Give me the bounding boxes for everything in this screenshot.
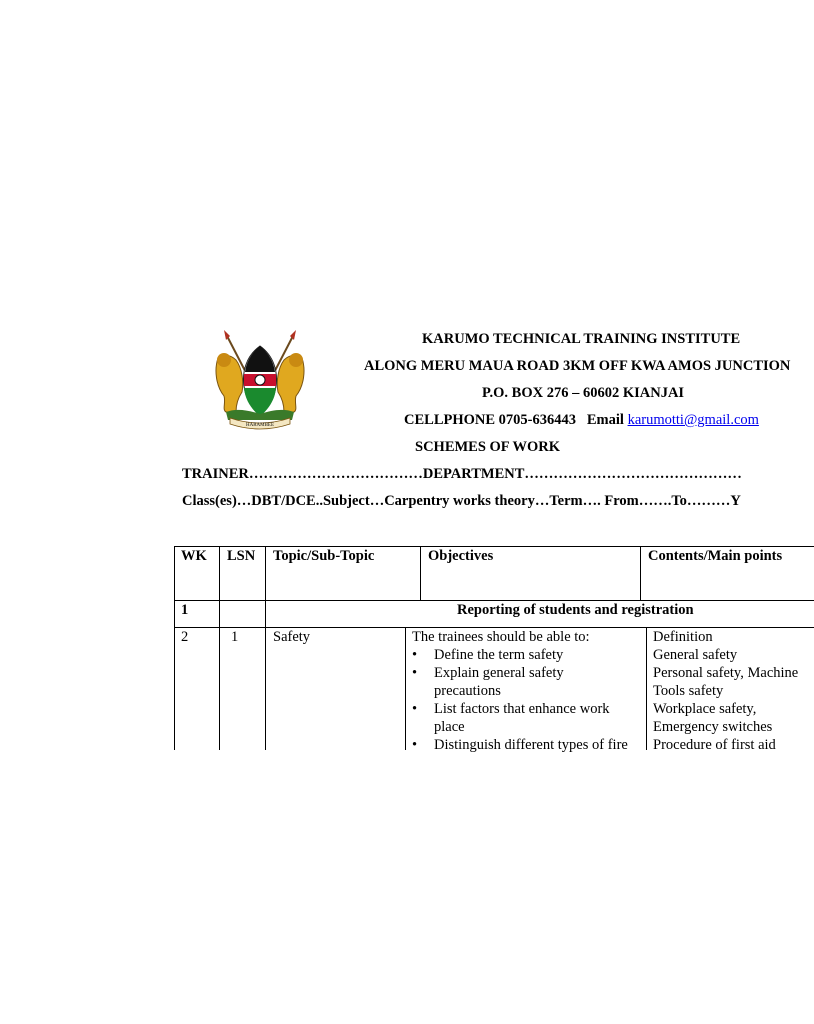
objective-item-continuation: precautions	[434, 683, 501, 699]
header-wk: WK	[181, 548, 207, 564]
col-divider-wk	[219, 546, 220, 750]
row2-objectives-intro: The trainees should be able to:	[412, 629, 590, 645]
row1-wk: 1	[181, 602, 189, 618]
row2-topic: Safety	[273, 629, 311, 645]
bullet-icon: •	[412, 665, 418, 681]
row1-reporting-text: Reporting of students and registration	[457, 602, 694, 618]
objective-item: • Distinguish different types of fire	[412, 737, 628, 753]
content-item: Definition	[653, 629, 713, 645]
contact-line	[404, 412, 759, 429]
class-subject-line: Class(es)…DBT/DCE..Subject…Carpentry works theory…Term…. From…….To………Y	[182, 493, 741, 509]
header-contents: Contents/Main points	[648, 548, 783, 564]
objective-item: • Define the term safety	[412, 647, 564, 663]
header-objectives: Objectives	[428, 548, 494, 564]
objectives-list	[406, 646, 628, 754]
logo-motto: HARAMBEE	[245, 423, 275, 428]
institute-name: KARUMO TECHNICAL TRAINING INSTITUTE	[422, 331, 741, 347]
contents-list	[653, 628, 798, 754]
institute-address: ALONG MERU MAUA ROAD 3KM OFF KWA AMOS JUNCTION	[364, 358, 791, 374]
content-item: Emergency switches	[653, 719, 773, 735]
objective-item: • List factors that enhance work	[412, 701, 610, 717]
col-divider-objectives-header	[640, 546, 641, 600]
row2-wk: 2	[181, 629, 189, 645]
objective-item: • Explain general safety	[412, 665, 564, 681]
col-divider-lsn	[265, 546, 266, 750]
content-item: Procedure of first aid	[653, 737, 776, 753]
po-box: P.O. BOX 276 – 60602 KIANJAI	[482, 385, 685, 401]
bullet-icon: •	[412, 701, 418, 717]
content-item: General safety	[653, 647, 738, 663]
header-topic: Topic/Sub-Topic	[273, 548, 375, 564]
row2-lsn: 1	[231, 629, 239, 645]
kenya-coat-of-arms-logo	[212, 330, 308, 430]
col-divider-topic-header	[420, 546, 421, 600]
cellphone-text: CELLPHONE 0705-636443 Email	[404, 412, 628, 428]
document-title: SCHEMES OF WORK	[415, 439, 561, 455]
objective-item-continuation: place	[434, 719, 465, 735]
content-item: Personal safety, Machine	[653, 665, 799, 681]
trainer-department-line: TRAINER………………………………DEPARTMENT………………………………………	[182, 466, 742, 482]
bullet-icon: •	[412, 737, 418, 753]
content-item: Tools safety	[653, 683, 724, 699]
schemes-of-work-table	[174, 546, 814, 753]
email-link[interactable]: karumotti@gmail.com	[627, 412, 759, 428]
content-item: Workplace safety,	[653, 701, 757, 717]
table-border-left	[174, 546, 175, 750]
header-lsn: LSN	[227, 548, 256, 564]
col-divider-objectives-body	[646, 627, 647, 750]
bullet-icon: •	[412, 647, 418, 663]
